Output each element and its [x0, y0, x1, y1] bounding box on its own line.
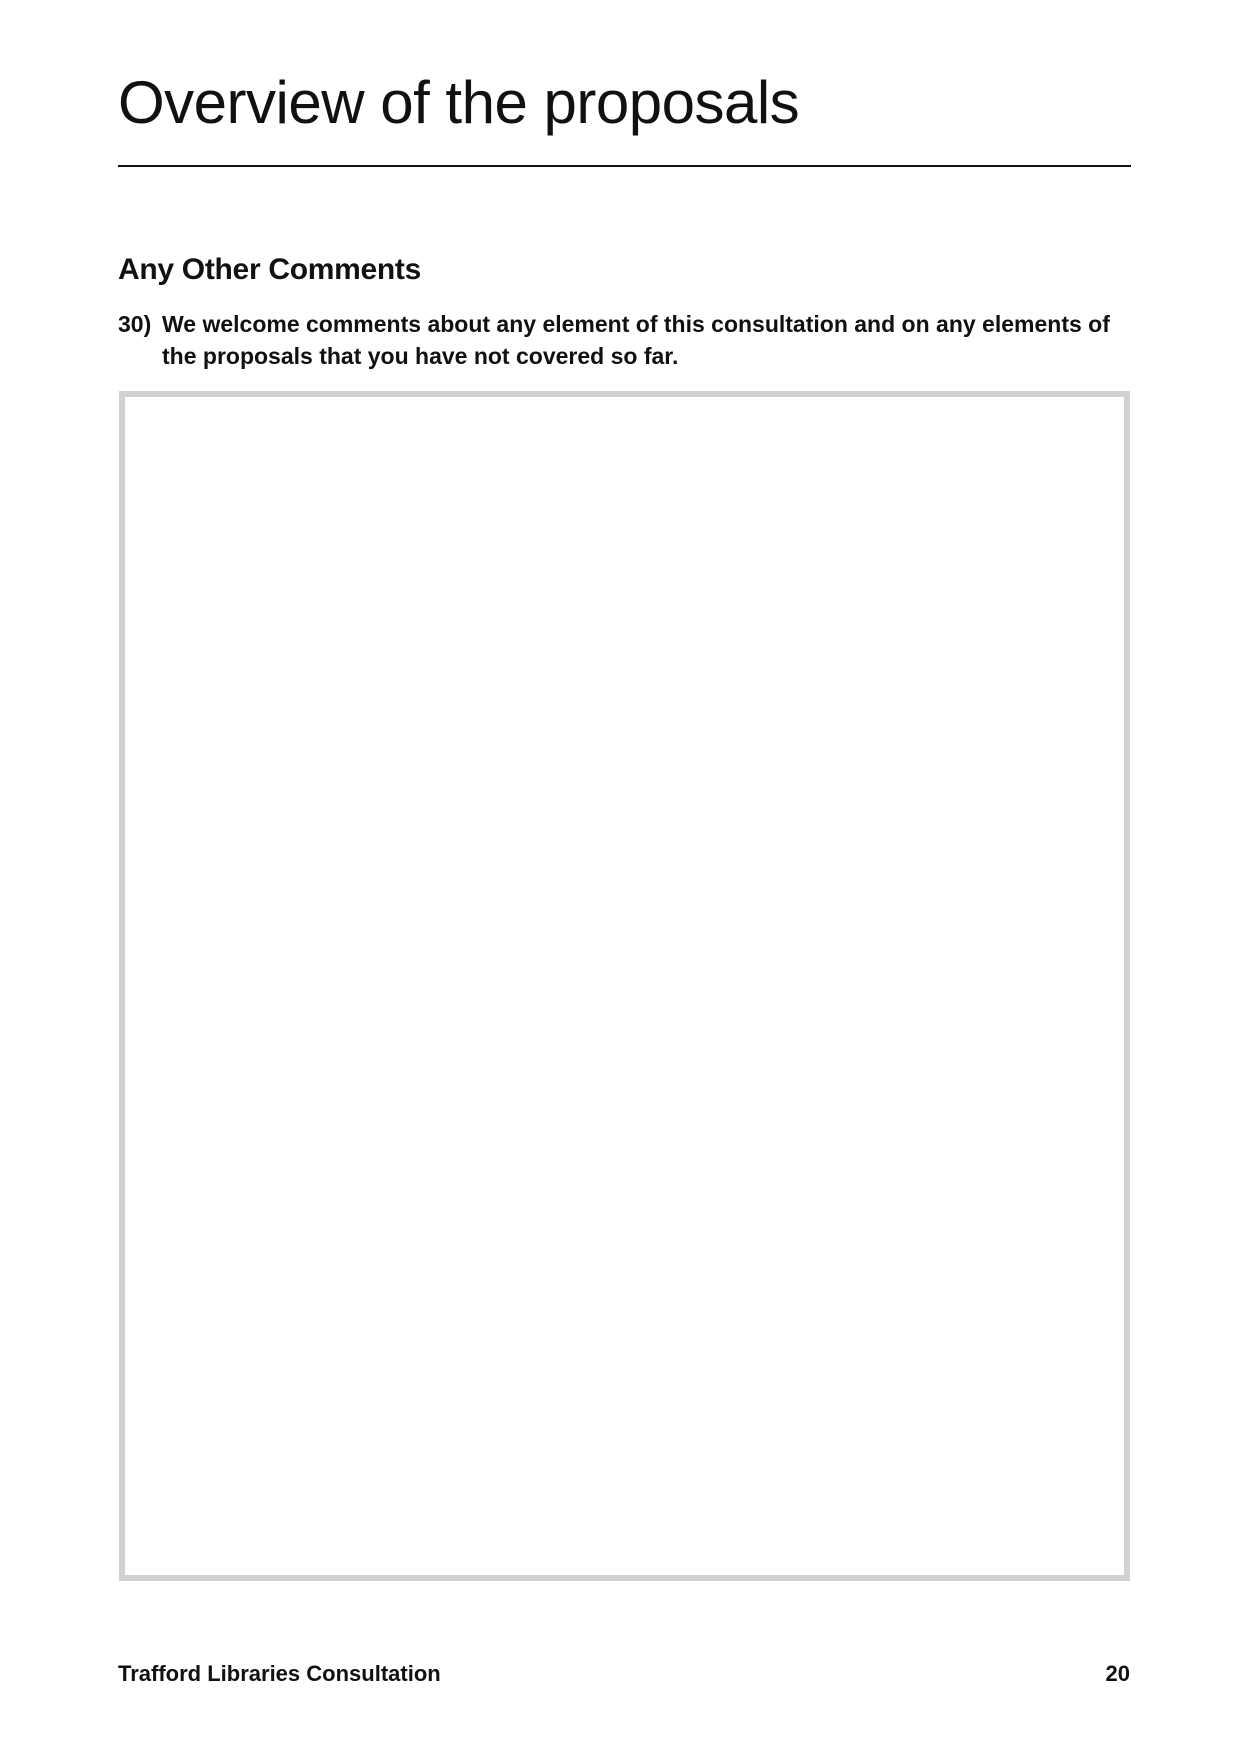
- comments-answer-box[interactable]: [119, 391, 1130, 1581]
- footer-page-number: 20: [1105, 1661, 1130, 1686]
- section-heading: Any Other Comments: [118, 253, 421, 286]
- question-text: We welcome comments about any element of this consultation and on any elements of the proposals that you have not covered so far.: [162, 311, 1110, 369]
- title-divider: [118, 165, 1131, 167]
- question-30: [118, 308, 1138, 372]
- page-title: Overview of the proposals: [118, 69, 800, 136]
- question-number: 30): [118, 311, 152, 337]
- footer-document-name: Trafford Libraries Consultation: [118, 1661, 441, 1686]
